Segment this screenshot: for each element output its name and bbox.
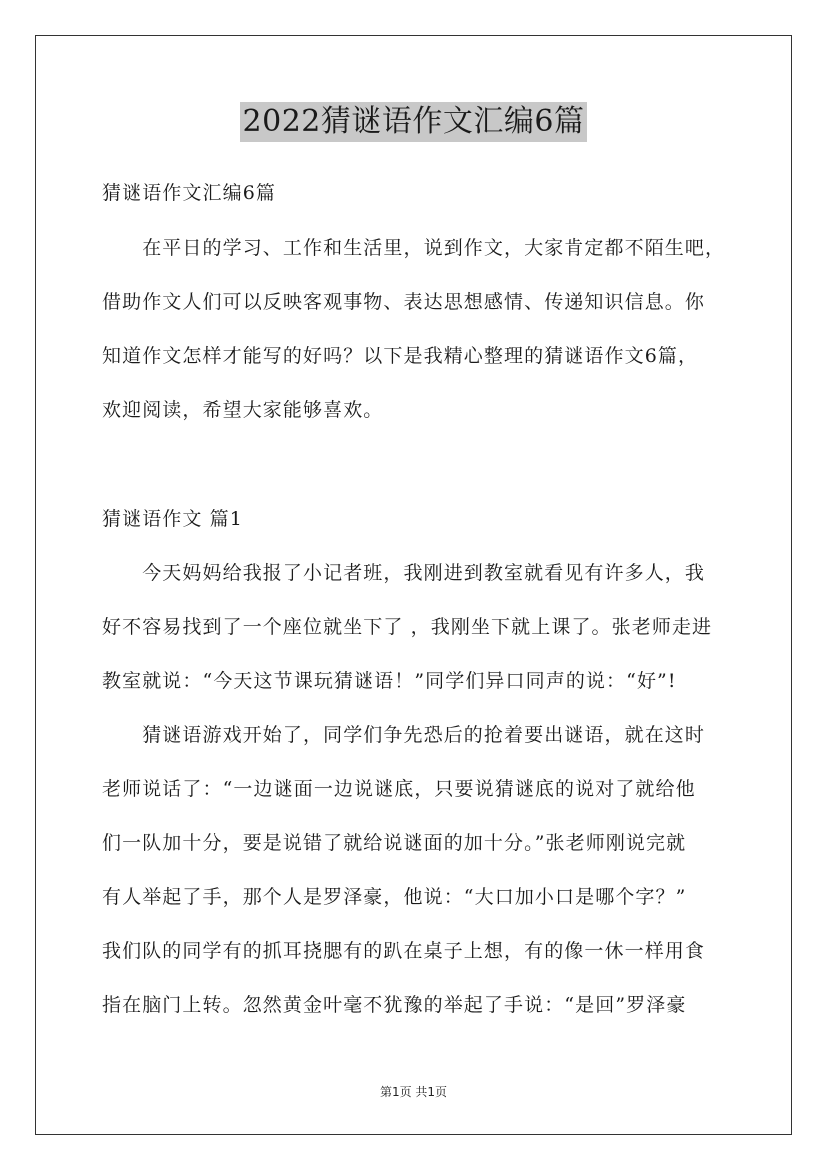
body-line: 好不容易找到了一个座位就坐下了 ，我刚坐下就上课了。张老师走进 xyxy=(102,616,713,638)
page-footer: 第1页 共1页 xyxy=(379,1085,448,1099)
body-line: 指在脑门上转。忽然黄金叶毫不犹豫的举起了手说：“是回”罗泽豪 xyxy=(102,994,687,1016)
intro-line: 欢迎阅读，希望大家能够喜欢。 xyxy=(102,399,384,421)
body-line: 们一队加十分，要是说错了就给说谜面的加十分。”张老师刚说完就 xyxy=(102,832,687,854)
body-line: 今天妈妈给我报了小记者班，我刚进到教室就看见有许多人，我 xyxy=(102,562,706,584)
intro-line: 知道作文怎样才能写的好吗？以下是我精心整理的猜谜语作文6篇， xyxy=(102,345,699,367)
document-title: 2022猜谜语作文汇编6篇 xyxy=(240,102,588,142)
intro-line: 在平日的学习、工作和生活里，说到作文，大家肯定都不陌生吧， xyxy=(102,237,726,259)
body-line: 有人举起了手，那个人是罗泽豪，他说：“大口加小口是哪个字？” xyxy=(102,886,687,908)
subtitle: 猜谜语作文汇编6篇 xyxy=(102,182,276,204)
section-heading: 猜谜语作文 篇1 xyxy=(102,508,243,530)
body-line: 我们队的同学有的抓耳挠腮有的趴在桌子上想，有的像一休一样用食 xyxy=(102,940,706,962)
intro-line: 借助作文人们可以反映客观事物、表达思想感情、传递知识信息。你 xyxy=(102,291,706,313)
body-line: 老师说话了：“一边谜面一边说谜底，只要说猜谜底的说对了就给他 xyxy=(102,778,696,800)
body-line: 教室就说：“今天这节课玩猜谜语！”同学们异口同声的说：“好”! xyxy=(102,670,677,692)
body-line: 猜谜语游戏开始了，同学们争先恐后的抢着要出谜语，就在这时 xyxy=(102,724,706,746)
